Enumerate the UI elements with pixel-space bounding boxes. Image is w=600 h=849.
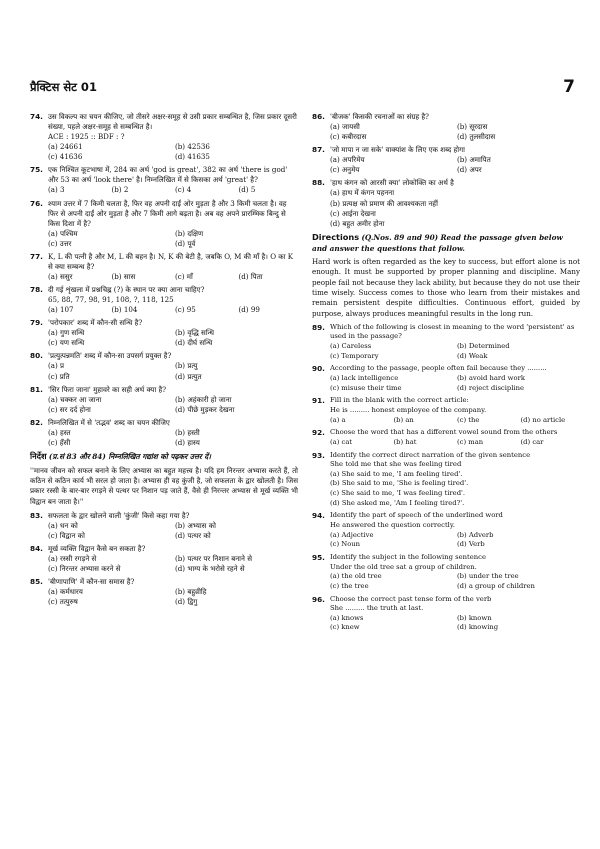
answer-option: (a) 107 bbox=[48, 305, 74, 315]
question-extra-line: She told me that she was feeling tired bbox=[330, 460, 462, 469]
answer-option: (b) Determined bbox=[457, 342, 510, 351]
option-grid bbox=[48, 587, 298, 607]
question-item bbox=[312, 364, 580, 393]
question-extra-line: Under the old tree sat a group of children. bbox=[330, 562, 477, 571]
question-text: Which of the following is closest in meaning to the word 'persistent' as used in the passage? bbox=[330, 322, 575, 341]
option-grid bbox=[330, 614, 580, 633]
question-item bbox=[30, 318, 298, 348]
answer-option: (c) 41636 bbox=[48, 152, 83, 162]
option-grid bbox=[48, 185, 298, 195]
answer-option: (b) अहंकारी हो जाना bbox=[175, 394, 232, 404]
answer-option: (c) सर दर्द होना bbox=[48, 404, 91, 414]
question-text: दी गई शृंखला में प्रश्नचिह्न (?) के स्थान पर क्या आना चाहिए? bbox=[48, 285, 205, 294]
question-number: 75. bbox=[30, 165, 43, 175]
question-item bbox=[312, 145, 580, 175]
question-extra-line: She ......... the truth at last. bbox=[330, 604, 424, 613]
option-grid bbox=[48, 428, 298, 448]
answer-option: (b) बहुव्रीहि bbox=[175, 587, 207, 597]
answer-option: (d) 99 bbox=[238, 305, 260, 315]
question-item bbox=[30, 351, 298, 381]
question-item bbox=[312, 553, 580, 592]
question-item bbox=[312, 451, 580, 509]
question-item bbox=[312, 511, 580, 550]
answer-option: (d) She asked me, 'Am I feeling tired?'. bbox=[330, 498, 465, 507]
english-passage: Hard work is often regarded as the key to success, but effort alone is not enough. It must be supported by proper planning and discipline. Many people fail not because they lack ability, but because they do not use their time wisely. Success comes to those who learn from their mistakes and remain persistent despite difficulties. Continuous effort, guided by purpose, always produces meaningful results in the long run. bbox=[312, 257, 580, 318]
answer-option: (a) Careless bbox=[330, 342, 372, 351]
answer-option: (a) lack intelligence bbox=[330, 374, 399, 383]
question-number: 77. bbox=[30, 251, 43, 261]
question-item bbox=[30, 385, 298, 415]
right-column bbox=[312, 112, 580, 636]
answer-option: (d) बहुत अमीर होना bbox=[330, 218, 385, 228]
question-text: Identify the subject in the following sentence bbox=[330, 552, 486, 561]
question-text: According to the passage, people often fail because they ......... bbox=[330, 364, 547, 373]
question-text: Fill in the blank with the correct article: bbox=[330, 396, 469, 405]
question-text: 'प्रत्युत्पन्नमति' शब्द में कौन-सा उपसर्ग प्रयुक्त है? bbox=[48, 351, 172, 361]
answer-option: (a) हस्त bbox=[48, 427, 71, 437]
answer-option: (a) अपरिमेय bbox=[330, 155, 365, 165]
answer-option: (d) भाग्य के भरोसे रहने से bbox=[175, 564, 245, 574]
option-grid bbox=[330, 416, 580, 426]
question-text: Identify the correct direct narration of the given sentence bbox=[330, 450, 531, 459]
question-number: 93. bbox=[312, 450, 325, 460]
question-number: 74. bbox=[30, 112, 43, 121]
answer-option: (d) तुलसीदास bbox=[457, 132, 496, 142]
question-number: 84. bbox=[30, 544, 43, 554]
answer-option: (b) She said to me, 'She is feeling tired'. bbox=[330, 479, 469, 488]
answer-option: (d) Verb bbox=[457, 540, 485, 549]
question-number: 95. bbox=[312, 552, 325, 562]
question-item bbox=[30, 285, 298, 315]
answer-option: (c) misuse their time bbox=[330, 383, 402, 392]
question-number: 94. bbox=[312, 511, 325, 521]
answer-option: (b) पत्थर पर निशान बनाने से bbox=[175, 554, 253, 564]
question-text: उस विकल्प का चयन कीजिए, जो तीसरे अक्षर-समूह से उसी प्रकार सम्बन्धित है, जिस प्रकार दूसरी संख्या, पहले अक्षर-समूह से सम्बन्धित है। bbox=[48, 112, 297, 132]
question-item bbox=[30, 511, 298, 541]
question-item bbox=[30, 252, 298, 282]
question-number: 90. bbox=[312, 364, 325, 374]
set-title: प्रैक्टिस सेट 01 bbox=[30, 80, 97, 94]
option-grid bbox=[48, 305, 298, 315]
option-grid bbox=[48, 554, 298, 574]
answer-option: (a) कर्मधारय bbox=[48, 587, 83, 597]
answer-option: (c) man bbox=[457, 437, 484, 446]
directions-text: Read the passage given below and answer the questions that follow. bbox=[312, 232, 563, 253]
answer-option: (d) पीछे मुड़कर देखना bbox=[175, 404, 235, 414]
answer-option: (c) विद्वान को bbox=[48, 531, 85, 541]
question-text: सफलता के द्वार खोलने वाली 'कुंजी' किसे कहा गया है? bbox=[48, 510, 190, 520]
directions-qnos: (Q.Nos. 89 and 90) bbox=[361, 232, 439, 242]
answer-option: (c) knew bbox=[330, 623, 360, 632]
option-grid bbox=[330, 122, 580, 142]
answer-option: (c) यण सन्धि bbox=[48, 338, 85, 348]
answer-option: (a) हाथ में कंगन पहनना bbox=[330, 188, 395, 198]
question-item bbox=[30, 544, 298, 574]
question-text: एक निश्चित कूटभाषा में, 284 का अर्थ 'god is great', 382 का अर्थ 'there is god' और 53 का अर्थ 'look there' है। निम्नलिखित में से किसका अर्थ 'great' है? bbox=[48, 165, 288, 185]
question-number: 89. bbox=[312, 322, 325, 332]
directions-heading: निर्देश bbox=[30, 450, 47, 461]
answer-option: (b) प्रत्यक्ष को प्रमाण की आवश्यकता नहीं bbox=[330, 198, 438, 208]
answer-option: (b) प्रत्यु bbox=[175, 361, 198, 371]
answer-option: (d) अपर bbox=[457, 165, 482, 175]
answer-option: (d) reject discipline bbox=[457, 383, 525, 392]
answer-option: (c) Temporary bbox=[330, 351, 379, 360]
answer-option: (b) वृद्धि सन्धि bbox=[175, 328, 214, 338]
question-text: K, L की पत्नी है और M, L की बहन है। N, K की बेटी है, जबकि O, M की माँ है। O का K से क्या सम्बन्ध है? bbox=[48, 251, 294, 271]
question-number: 87. bbox=[312, 145, 325, 155]
question-number: 92. bbox=[312, 428, 325, 438]
question-number: 86. bbox=[312, 112, 325, 121]
question-text: 'बीजक' किसकी रचनाओं का संग्रह है? bbox=[330, 112, 429, 121]
question-text: निम्नलिखित में से 'तद्भव' शब्द का चयन कीजिए bbox=[48, 417, 170, 427]
page-header bbox=[30, 77, 575, 102]
question-text: 'सिर फिरा जाना' मुहावरे का सही अर्थ क्या है? bbox=[48, 384, 167, 394]
answer-option: (c) अनुमेय bbox=[330, 165, 360, 175]
answer-option: (d) द्विगु bbox=[175, 597, 198, 607]
page-number: 7 bbox=[563, 77, 575, 97]
question-number: 79. bbox=[30, 318, 43, 328]
answer-option: (a) रस्सी रगड़ने से bbox=[48, 554, 97, 564]
option-grid bbox=[330, 342, 580, 361]
answer-option: (d) पूर्व bbox=[175, 238, 196, 248]
option-grid bbox=[48, 361, 298, 381]
answer-option: (d) दीर्घ सन्धि bbox=[175, 338, 213, 348]
question-text: Choose the correct past tense form of the verb bbox=[330, 594, 492, 603]
question-text: मूर्ख व्यक्ति विद्वान कैसे बन सकता है? bbox=[48, 544, 146, 554]
english-directions bbox=[312, 232, 580, 254]
answer-option: (b) 42536 bbox=[175, 142, 210, 152]
answer-option: (b) हस्ती bbox=[175, 427, 200, 437]
answer-option: (d) हास्य bbox=[175, 437, 200, 447]
answer-option: (d) car bbox=[520, 437, 544, 446]
answer-option: (d) no article bbox=[520, 415, 566, 424]
answer-option: (a) धन को bbox=[48, 521, 78, 531]
question-item bbox=[30, 199, 298, 249]
answer-option: (b) hat bbox=[393, 437, 417, 446]
answer-option: (c) She said to me, 'I was feeling tired'. bbox=[330, 489, 466, 498]
answer-option: (a) गुण सन्धि bbox=[48, 328, 85, 338]
answer-option: (c) 95 bbox=[175, 305, 196, 315]
question-extra-line: He is ......... honest employee of the company. bbox=[330, 405, 487, 414]
answer-option: (c) माँ bbox=[175, 271, 193, 281]
question-number: 78. bbox=[30, 285, 43, 294]
answer-option: (b) an bbox=[393, 415, 414, 424]
answer-option: (c) निरन्तर अभ्यास करने से bbox=[48, 564, 121, 574]
answer-option: (b) 104 bbox=[111, 305, 138, 315]
answer-option: (b) under the tree bbox=[457, 572, 519, 581]
question-item bbox=[30, 112, 298, 162]
answer-option: (a) cat bbox=[330, 437, 353, 446]
answer-option: (b) avoid hard work bbox=[457, 374, 525, 383]
answer-option: (d) 41635 bbox=[175, 152, 210, 162]
question-item bbox=[312, 396, 580, 425]
question-number: 91. bbox=[312, 396, 325, 406]
answer-option: (b) दक्षिण bbox=[175, 228, 204, 238]
answer-option: (b) अमापित bbox=[457, 155, 491, 165]
option-grid bbox=[48, 142, 298, 162]
answer-option: (c) the tree bbox=[330, 581, 369, 590]
question-text: Choose the word that has a different vowel sound from the others bbox=[330, 428, 558, 437]
option-grid bbox=[48, 229, 298, 249]
answer-option: (a) 24661 bbox=[48, 142, 83, 152]
question-extra-line: 65, 88, 77, 98, 91, 108, ?, 118, 125 bbox=[48, 295, 174, 305]
answer-option: (a) 3 bbox=[48, 185, 65, 195]
question-number: 76. bbox=[30, 198, 43, 208]
option-grid bbox=[330, 470, 580, 509]
option-grid bbox=[48, 272, 298, 282]
answer-option: (a) प्र bbox=[48, 361, 65, 371]
question-item bbox=[312, 428, 580, 447]
answer-option: (b) सास bbox=[111, 271, 136, 281]
option-grid bbox=[48, 521, 298, 541]
answer-option: (a) Adjective bbox=[330, 530, 374, 539]
directions-text: (प्र.सं 83 और 84) निम्नलिखित गद्यांश को पढ़कर उत्तर दें। bbox=[48, 451, 211, 461]
question-item bbox=[312, 323, 580, 362]
question-extra-line: He answered the question correctly. bbox=[330, 521, 455, 530]
answer-option: (b) known bbox=[457, 613, 492, 622]
question-list bbox=[30, 112, 298, 448]
option-grid bbox=[330, 374, 580, 393]
left-column bbox=[30, 112, 298, 611]
answer-option: (c) हँसी bbox=[48, 437, 71, 447]
answer-option: (a) ससुर bbox=[48, 271, 73, 281]
question-text: 'परोपकार' शब्द में कौन-सी सन्धि है? bbox=[48, 318, 143, 328]
question-list bbox=[30, 511, 298, 608]
answer-option: (c) Noun bbox=[330, 540, 361, 549]
question-number: 80. bbox=[30, 351, 43, 361]
option-grid bbox=[330, 155, 580, 175]
answer-option: (c) तत्पुरुष bbox=[48, 597, 78, 607]
question-number: 85. bbox=[30, 577, 43, 587]
answer-option: (c) 4 bbox=[175, 185, 192, 195]
question-item bbox=[312, 112, 580, 142]
question-text: 'जो मापा न जा सके' वाक्यांश के लिए एक शब्द होगा bbox=[330, 145, 465, 155]
answer-option: (b) Adverb bbox=[457, 530, 494, 539]
answer-option: (d) 5 bbox=[238, 185, 256, 195]
question-item bbox=[30, 418, 298, 448]
question-item bbox=[30, 577, 298, 607]
question-list bbox=[312, 323, 580, 633]
question-number: 83. bbox=[30, 510, 43, 520]
answer-option: (a) She said to me, 'I am feeling tired'. bbox=[330, 469, 463, 478]
answer-option: (a) the old tree bbox=[330, 572, 382, 581]
answer-option: (c) प्रति bbox=[48, 371, 70, 381]
answer-option: (d) प्रत्युत bbox=[175, 371, 202, 381]
question-number: 88. bbox=[312, 178, 325, 188]
answer-option: (b) सूरदास bbox=[457, 122, 488, 132]
option-grid bbox=[330, 438, 580, 448]
option-grid bbox=[330, 572, 580, 591]
answer-option: (c) the bbox=[457, 415, 480, 424]
answer-option: (d) Weak bbox=[457, 351, 488, 360]
answer-option: (a) पश्चिम bbox=[48, 228, 78, 238]
answer-option: (d) पत्थर को bbox=[175, 531, 211, 541]
hindi-passage: ''मानव जीवन को सफल बनाने के लिए अभ्यास का बहुत महत्त्व है। यदि हम निरन्तर अभ्यास करते हैं, तो कठिन से कठिन कार्य भी सरल हो जाता है। अभ्यास ही वह कुंजी है, जो सफलता के द्वार खोलती है। जिस प्रकार रस्सी के बार-बार रगड़ने से पत्थर पर निशान पड़ जाते हैं, वैसे ही निरन्तर अभ्यास से मूर्ख व्यक्ति भी विद्वान बन जाता है।'' bbox=[30, 465, 298, 506]
answer-option: (c) उत्तर bbox=[48, 238, 72, 248]
question-item bbox=[30, 165, 298, 195]
question-number: 81. bbox=[30, 384, 43, 394]
option-grid bbox=[48, 328, 298, 348]
question-text: Identify the part of speech of the underlined word bbox=[330, 511, 503, 520]
directions-heading: Directions bbox=[312, 231, 360, 242]
answer-option: (a) a bbox=[330, 415, 346, 424]
question-item bbox=[312, 595, 580, 634]
question-text: श्याम उत्तर में 7 किमी चलता है, फिर वह अपनी दाईं ओर मुड़ता है और 3 किमी चलता है। वह फिर से अपनी दाईं ओर मुड़ता है और 7 किमी आगे बढ़ता है। अब वह अपने प्रारम्भिक बिन्दु से किस दिशा में है? bbox=[48, 198, 287, 228]
answer-option: (b) अभ्यास को bbox=[175, 521, 216, 531]
answer-option: (a) knows bbox=[330, 613, 364, 622]
answer-option: (d) a group of children bbox=[457, 581, 535, 590]
answer-option: (d) पिता bbox=[238, 271, 263, 281]
question-list bbox=[312, 112, 580, 229]
question-number: 96. bbox=[312, 594, 325, 604]
option-grid bbox=[48, 395, 298, 415]
question-extra-line: ACE : 1925 :: BDF : ? bbox=[48, 132, 125, 142]
question-item bbox=[312, 178, 580, 228]
answer-option: (a) जायसी bbox=[330, 122, 360, 132]
hindi-directions bbox=[30, 451, 298, 463]
answer-option: (c) आईना देखना bbox=[330, 208, 376, 218]
answer-option: (b) 2 bbox=[111, 185, 129, 195]
answer-option: (d) knowing bbox=[457, 623, 499, 632]
answer-option: (a) चक्कर आ जाना bbox=[48, 394, 102, 404]
option-grid bbox=[330, 188, 580, 228]
answer-option: (c) कबीरदास bbox=[330, 132, 367, 142]
option-grid bbox=[330, 531, 580, 550]
question-number: 82. bbox=[30, 417, 43, 427]
question-text: 'हाथ कंगन को आरसी क्या' लोकोक्ति का अर्थ है bbox=[330, 178, 454, 188]
question-text: 'बीणापाणि' में कौन-सा समास है? bbox=[48, 577, 135, 587]
